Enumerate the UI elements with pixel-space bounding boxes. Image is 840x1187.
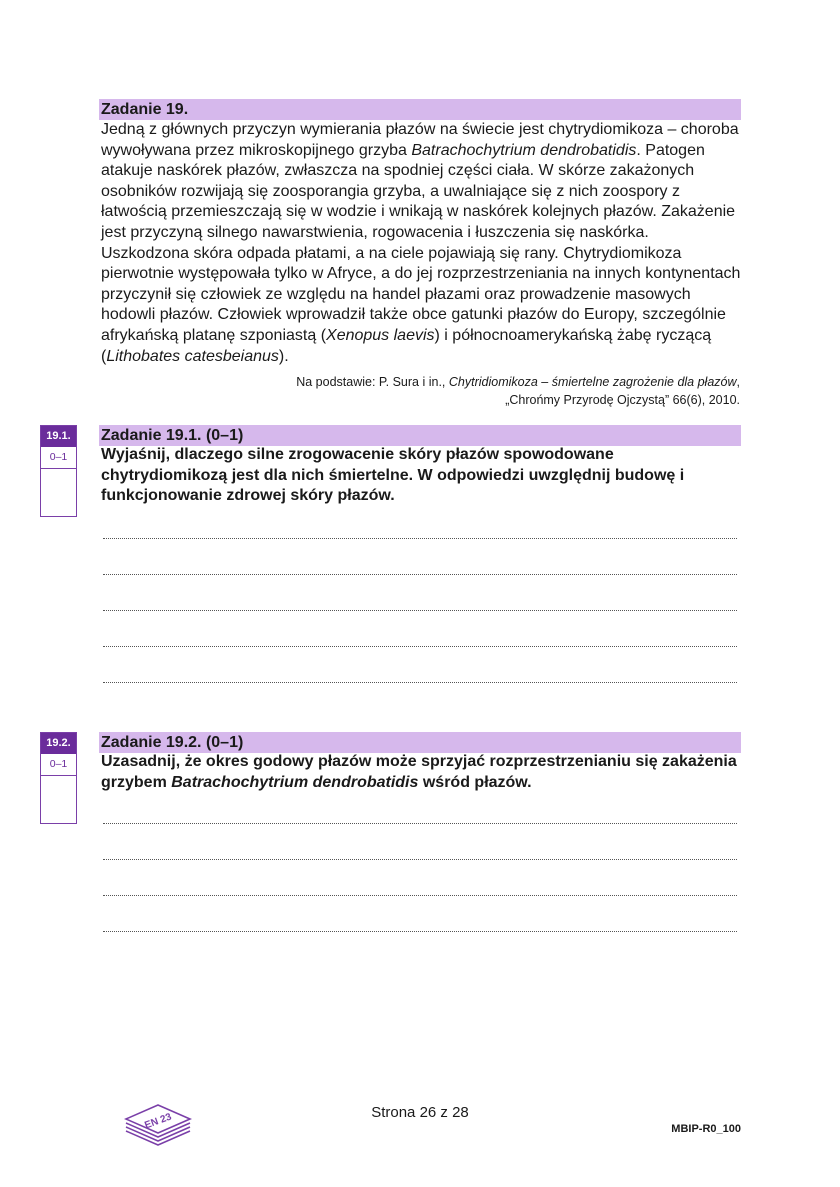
answer-line[interactable] <box>103 646 737 649</box>
task-text-part: . Patogen atakuje naskórek płazów, zwłaszcza na spodniej części ciała. W skórze zakażonych osobników rozwijają się zoosporangia grzyba, a uwalniające się z nich zoospory z łatwością przemieszczają się w wodzie i wnikają w naskórek kolejnych płazów. Zakażenie jest przyczyną silnego nawarstwienia, rogowacenia i łuszczenia się naskórka. Uszkodzona skóra odpada płatami, a na ciele pojawiają się rany. Chytrydiomikoza pierwotnie występowała tylko w Afryce, a do jej rozprzestrzeniania na innych kontynentach przyczynił się człowiek ze względu na handel płazami oraz prowadzenie masowych hodowli płazów. Człowiek wprowadził także obce gatunki płazów do Europy, szczególnie afrykańską platanę szponiastą ( <box>101 141 741 344</box>
species-name: Lithobates catesbeianus <box>106 347 279 365</box>
task-text-part: Jedną z głównych przyczyn wymierania płazów na świecie jest chytrydiomikoza – choroba wywoływana przez mikroskopijnego grzyba <box>101 121 739 159</box>
score-box-19-2 <box>40 732 77 824</box>
answer-line[interactable] <box>103 574 737 577</box>
score-box-19-1 <box>40 425 77 517</box>
score-points: 0–1 <box>41 447 76 469</box>
task-19-text <box>101 120 741 367</box>
species-name: Batrachochytrium dendrobatidis <box>171 773 419 791</box>
logo-text: EN 23 <box>143 1111 174 1132</box>
answer-line[interactable] <box>103 610 737 613</box>
score-entry-field[interactable] <box>41 776 76 822</box>
score-points: 0–1 <box>41 754 76 776</box>
task-19-1-title: Zadanie 19.1. (0–1) <box>101 427 244 444</box>
question-part: Uzasadnij, że okres godowy płazów może sprzyjać rozprzestrzenianiu się zakażenia grzybem <box>101 753 737 791</box>
answer-line[interactable] <box>103 682 737 685</box>
species-name: Xenopus laevis <box>326 326 435 344</box>
source-suffix: , <box>736 375 740 389</box>
question-part: wśród płazów. <box>418 773 532 791</box>
task-19-2-title: Zadanie 19.2. (0–1) <box>101 734 244 751</box>
answer-line[interactable] <box>103 823 737 826</box>
task-19-1-question: Wyjaśnij, dlaczego silne zrogowacenie skóry płazów spowodowane chytrydiomikozą jest dla nich śmiertelne. W odpowiedzi uwzględnij budowę i funkcjonowanie zdrowej skóry płazów. <box>101 446 685 505</box>
answer-line[interactable] <box>103 859 737 862</box>
task-19-2-header <box>99 732 741 753</box>
answer-line[interactable] <box>103 538 737 541</box>
score-number: 19.1. <box>41 426 76 447</box>
source-prefix: Na podstawie: P. Sura i in., <box>296 375 449 389</box>
source-journal: „Chrońmy Przyrodę Ojczystą” 66(6), 2010. <box>505 393 740 407</box>
score-number: 19.2. <box>41 733 76 754</box>
source-citation <box>240 373 740 409</box>
species-name: Batrachochytrium dendrobatidis <box>411 141 637 159</box>
exam-code: MBIP-R0_100 <box>671 1123 741 1135</box>
task-19-1-header <box>99 425 741 446</box>
source-title: Chytridiomikoza – śmiertelne zagrożenie dla płazów <box>448 375 737 389</box>
score-entry-field[interactable] <box>41 469 76 515</box>
answer-line[interactable] <box>103 895 737 898</box>
task-19-title: Zadanie 19. <box>101 101 189 118</box>
task-text-part: ). <box>278 347 289 365</box>
task-19-2-question <box>101 752 741 793</box>
task-text-part: ) i północnoamerykańską żabę ryczącą ( <box>101 326 712 365</box>
answer-line[interactable] <box>103 931 737 934</box>
page-number: Strona 26 z 28 <box>371 1104 469 1121</box>
task-19-header <box>99 99 741 120</box>
